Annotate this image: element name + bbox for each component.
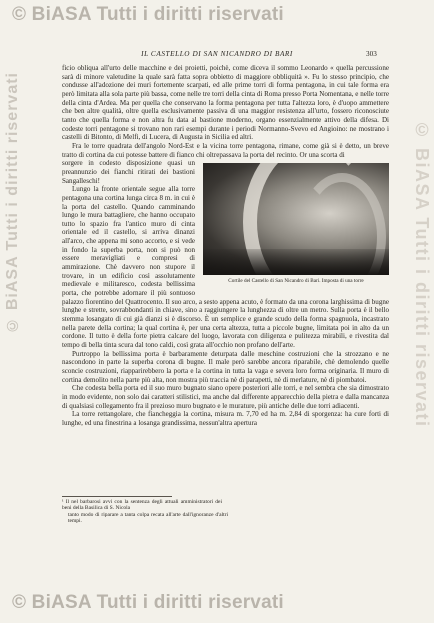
- footnote-right: tanto modo di riparare a tanta colpa recata all'arte dall'ignoranze d'altri tempi.: [68, 511, 228, 525]
- watermark-right: © BiASA Tutti i diritti riservati: [412, 120, 432, 428]
- watermark-top: © BiASA Tutti i diritti riservati: [12, 4, 284, 25]
- courtyard-photo: [203, 163, 389, 275]
- footnotes: [62, 499, 389, 525]
- paragraph: ficio obliqua all'urto delle macchine e dei proietti, poichè, come diceva il sommo Leonardo « quella percussione sarà di minore valetudine la quale sarà fatta sopra obbietto di maggiore obbliquità ». Fu lo stesso principio, che condusse all'adozione dei muri fortemente scarpati, ed alle prime torri di forma pentagona, in cui tale forma era però limitata alla sola parte più bassa, come nelle tre torri della cinta di Roma presso Porta Nomentana, e nelle torre della cinta d'Ardea. Ma per quella che conservano la forma pentagona per tutta l'altezza loro, è d'uopo ammettere che ben altre qualità, oltre quella esclusivamente passiva di una maggior resistenza all'urto, fossero riconosciute tanto che quella forma e non altra fu data al bastione moderno, organo essenzialmente attivo della difesa. Di codeste torri pentagone si trovano non rari esempi durante i periodi Normanno-Svevo ed Angioino: ne mostrano i castelli di Bitonto, di Melfi, di Lucera, di Augusta in Sicilia ed altri.: [62, 64, 389, 142]
- page-number: 303: [366, 50, 377, 58]
- body-text: [62, 64, 389, 428]
- paragraph: Fra le torre quadrata dell'angolo Nord-Est e la vicina torre pentagona, rimane, come già si è detto, un breve tratto di cortina da cui potesse battere di fianco chi oltrepassava la porta del recinto. Or una scorta di: [62, 141, 389, 159]
- footnote-left: ¹ Il nel barbarosi avvi con la sentenza degli attuali amministratori dei beni della Basilica di S. Nicola: [62, 499, 222, 512]
- footnote-rule: [62, 496, 172, 497]
- watermark-bottom: © BiASA Tutti i diritti riservati: [12, 592, 284, 613]
- watermark-left: © BiASA Tutti i diritti riservati: [4, 72, 21, 334]
- figure: [203, 163, 389, 287]
- paragraph: La torre rettangolare, che fiancheggia la cortina, misura m. 7,70 ed ha m. 2,84 di sporgenza: ha cure forti di lunghe, ed una finestrina a losanga grandissima, nessun'altra apertura: [62, 410, 389, 427]
- paragraph: Che codesta bella porta ed il suo muro bugnato siano opere posteriori alle torri, e nel sembra che sia dimostrato in modo evidente, non solo dai caratteri stilistici, ma anche dal differente apparecchio della pietra e dalla mancanza di qualsiasi collegamento fra il prezioso muro bugnato e le murature, più antiche delle due torri adiacenti.: [62, 384, 389, 410]
- figure-caption: Cortile del Castello di San Nicandro di Bari. Imposta di una torre: [228, 278, 364, 285]
- paragraph: sorgere in codesto disposizione quasi un preannunzio dei fianchi ritirati dei bastioni Sangalleschi!: [62, 159, 195, 185]
- running-head: IL CASTELLO DI SAN NICANDRO DI BARI: [141, 50, 293, 58]
- paragraph: Lungo la fronte orientale segue alla torre pentagona una cortina lunga circa 8 m. in cui è la porta del castello. Quando camminando lungo le mura battagliere, che hanno occupato tutto lo spazio fra l'antico muro di cinta orientale ed il castello, si arriva dinanzi all'arco, che appena mi sono accorto, e si vede in fondo la superba porta, non si può non essere meravigliati e compresi di ammirazione. Chè davvero non stupore il trovare, in un edificio così assolutamente medievale e militaresco, codesta bellissima porta, che potrebbe adornare il più sontuoso palazzo fiorentino del Quattrocento. Il suo arco, a sesto appena acuto, è formato da una corona larghissima di bugne lunghe e strette, sovrabbondanti in chiave, sino a raggiungere la lunghezza di oltre un metro. Sulla porta è il bello stemma losangato di cui già dianzi si è discorso. È un semplice e grande scudo della forma spagnuola, incastrato nella parete della cortina; la qual cortina è, per una certa altezza, tutta a piccole bugne, limitata poi in alto da un cordone. Il tutto è della forte pietra calcare del luogo, lavorata con diligenza e pulitezza mirabili, e rivestita dal tempo di bella tinta scura dal tono caldi, così grata all'occhio non profano dell'arte.: [62, 185, 389, 349]
- paragraph: Purtroppo la bellissima porta è barbaramente deturpata dalle meschine costruzioni che la strozzano e ne nascondono in parte la superba corona di bugne. Il male però sarebbe ancora riparabile, chè demolendo quelle sconcie costruzioni, riapparirebbero la porta e la cortina in tutta la vaga e severa loro forma originaria. Il muro di cortina demolito nella parte più alta, non mostra più traccia nè di parapetti, nè di merlature, nè di piombatoi.: [62, 349, 389, 384]
- photo-floor: [203, 249, 389, 275]
